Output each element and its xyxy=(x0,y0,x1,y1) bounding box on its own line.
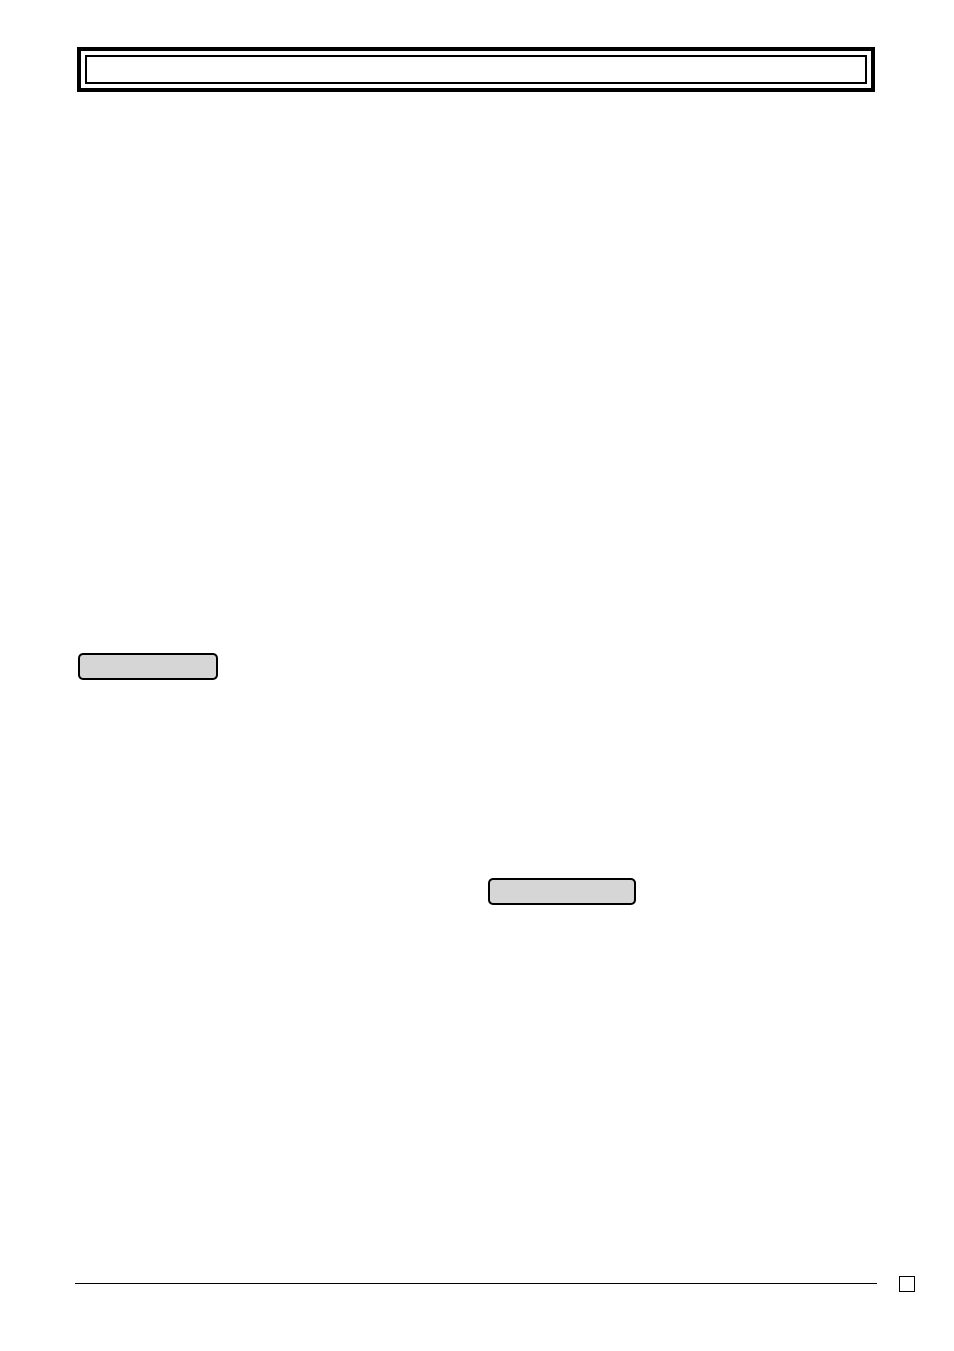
keyboard-layout-diagram xyxy=(150,175,678,531)
section-header-right xyxy=(488,878,636,905)
section-header-left xyxy=(78,653,218,680)
title-frame xyxy=(77,47,875,92)
footer-rule xyxy=(75,1283,877,1284)
page-number-box xyxy=(899,1276,915,1292)
